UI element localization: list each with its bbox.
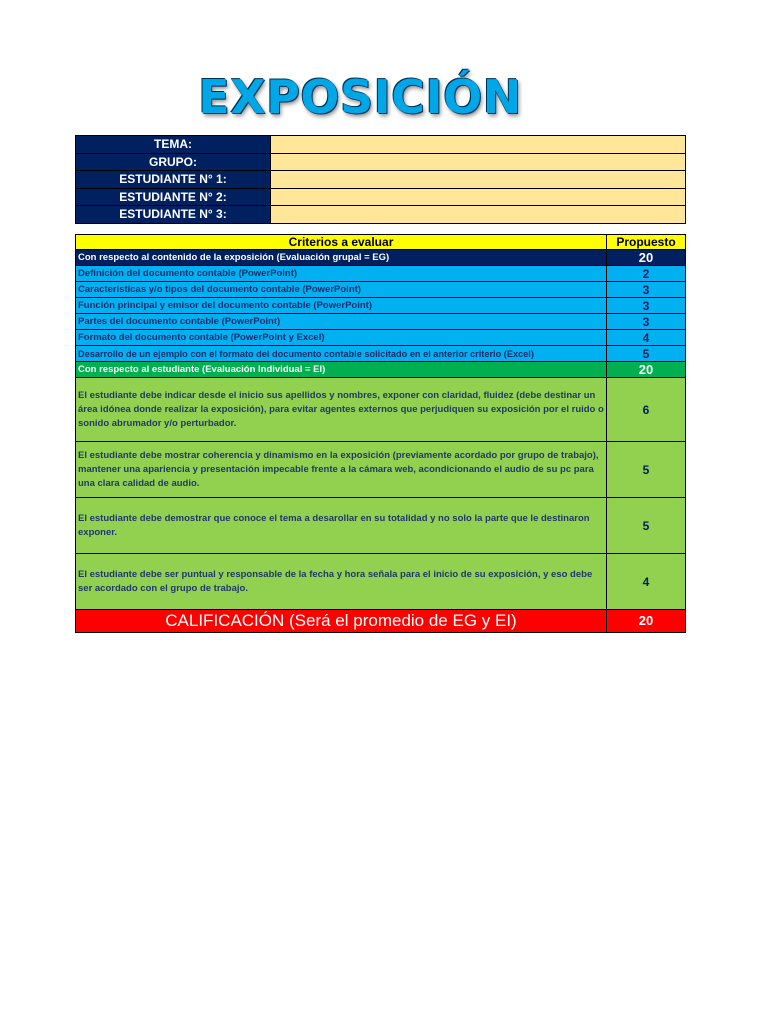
criterion-text: Función principal y emisor del documento contable (PowerPoint) [76, 298, 607, 314]
criterion-points[interactable]: 4 [607, 330, 686, 346]
eg-section-total: 20 [607, 250, 686, 266]
student-3-label: ESTUDIANTE N° 3: [76, 206, 271, 224]
criterion-row [76, 298, 686, 314]
criterion-text: Definición del documento contable (PowerPoint) [76, 266, 607, 282]
criterion-row [76, 330, 686, 346]
info-row-est2 [76, 188, 686, 206]
ei-section-row [76, 362, 686, 378]
criterion-row [76, 266, 686, 282]
ei-section-label: Con respecto al estudiante (Evaluación Individual = EI) [76, 362, 607, 378]
grade-row [76, 610, 686, 633]
criteria-header: Criterios a evaluar [76, 235, 607, 250]
criterion-row [76, 442, 686, 498]
criterion-points[interactable]: 5 [607, 442, 686, 498]
student-2-label: ESTUDIANTE N° 2: [76, 188, 271, 206]
criterion-points[interactable]: 3 [607, 282, 686, 298]
criterion-text: El estudiante debe ser puntual y responsable de la fecha y hora señala para el inicio de su exposición, y eso debe ser acordado con el grupo de trabajo. [76, 554, 607, 610]
student-1-value-cell[interactable] [271, 171, 686, 189]
info-row-est3 [76, 206, 686, 224]
info-row-grupo [76, 153, 686, 171]
eg-section-label: Con respecto al contenido de la exposición (Evaluación grupal = EG) [76, 250, 607, 266]
criterion-row [76, 314, 686, 330]
eg-section-row [76, 250, 686, 266]
tema-value-cell[interactable] [271, 136, 686, 154]
criterion-points[interactable]: 5 [607, 498, 686, 554]
criterion-text: El estudiante debe demostrar que conoce el tema a desarollar en su totalidad y no solo la parte que le destinaron exponer. [76, 498, 607, 554]
criterion-points[interactable]: 4 [607, 554, 686, 610]
criterion-row [76, 346, 686, 362]
criterion-text: El estudiante debe mostrar coherencia y dinamismo en la exposición (previamente acordado por grupo de trabajo), mantener una apariencia y presentación impecable frente a la cámara web, acondicionando el audio de su pc para una clara calidad de audio. [76, 442, 607, 498]
tema-label: TEMA: [76, 136, 271, 154]
criterion-points[interactable]: 5 [607, 346, 686, 362]
criterion-text: Partes del documento contable (PowerPoint) [76, 314, 607, 330]
student-3-value-cell[interactable] [271, 206, 686, 224]
criteria-table [75, 234, 686, 633]
criterion-points[interactable]: 6 [607, 378, 686, 442]
criterion-points[interactable]: 3 [607, 298, 686, 314]
criterion-points[interactable]: 2 [607, 266, 686, 282]
student-2-value-cell[interactable] [271, 188, 686, 206]
ei-section-total: 20 [607, 362, 686, 378]
criterion-text: Formato del documento contable (PowerPoint y Excel) [76, 330, 607, 346]
criterion-text: Desarrollo de un ejemplo con el formato del documento contable solicitado en el anterior criterio (Excel) [76, 346, 607, 362]
criterion-text: El estudiante debe indicar desde el inicio sus apellidos y nombres, exponer con claridad, fluidez (debe destinar un área idónea donde realizar la exposición), para evitar agentes externos que perjudiquen su exposición por el ruido o sonido abrumador y/o perturbador. [76, 378, 607, 442]
criterion-row [76, 378, 686, 442]
criterion-points[interactable]: 3 [607, 314, 686, 330]
criterion-row [76, 282, 686, 298]
grupo-value-cell[interactable] [271, 153, 686, 171]
grade-label: CALIFICACIÓN (Será el promedio de EG y EI) [76, 610, 607, 633]
grade-value[interactable]: 20 [607, 610, 686, 633]
page-title: EXPOSICIÓN [198, 70, 522, 124]
info-row-tema [76, 136, 686, 154]
student-1-label: ESTUDIANTE N° 1: [76, 171, 271, 189]
info-row-est1 [76, 171, 686, 189]
proposed-header: Propuesto [607, 235, 686, 250]
criterion-row [76, 498, 686, 554]
info-table [75, 135, 686, 224]
criteria-header-row [76, 235, 686, 250]
criterion-text: Características y/o tipos del documento contable (PowerPoint) [76, 282, 607, 298]
grupo-label: GRUPO: [76, 153, 271, 171]
criterion-row [76, 554, 686, 610]
